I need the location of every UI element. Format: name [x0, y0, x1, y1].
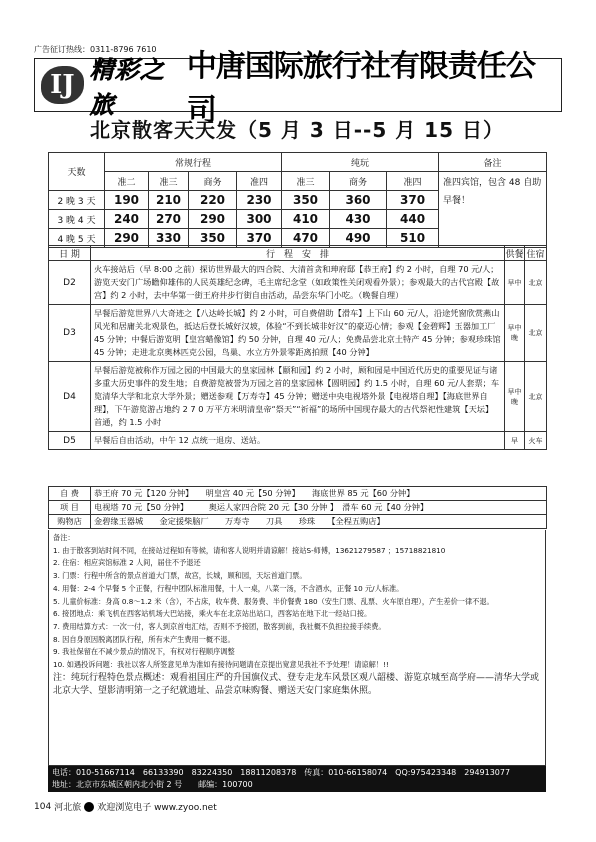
price-cell: 270 [149, 210, 189, 229]
price-table [48, 152, 547, 248]
optional-items: 恭王府 70 元【120 分钟】 明皇宫 40 元【50 分钟】 海底世界 85 元【60 分钟】 [91, 487, 547, 501]
price-row-label: 2 晚 3 天 [49, 191, 105, 210]
optional-items-table [48, 486, 547, 529]
itinerary-day: D2 [49, 261, 91, 305]
price-col-pure: 商务 [330, 172, 387, 191]
itinerary-row [49, 305, 547, 362]
price-cell: 210 [149, 191, 189, 210]
note-item: 1. 由于散客到站时间不同，在接站过程如有等候，请和客人说明并请谅解！接站S-师傅，13621279587 ；15718821810 [53, 545, 446, 555]
price-cell: 430 [330, 210, 387, 229]
globe-icon [84, 802, 94, 812]
price-cell: 410 [282, 210, 330, 229]
itinerary-meal: 早中晚 [505, 362, 525, 432]
price-header-regular: 常规行程 [105, 153, 282, 172]
note-item: 8. 因自身原因脱离团队行程，所有未产生费用一概不退。 [53, 634, 235, 644]
price-cell: 350 [189, 229, 237, 248]
itinerary-meal: 早中 [505, 261, 525, 305]
note-item: 4. 用餐：2-4 个早餐 5 个正餐，行程中团队标准用餐，十人一桌，八菜一汤，不含酒水，正餐 10 元/人标准。 [53, 583, 404, 593]
price-cell: 220 [189, 191, 237, 210]
price-header-note: 备注 [439, 153, 547, 172]
itinerary-table [48, 245, 547, 450]
note-item: 5. 儿童价标准：身高 0.8～1.2 米（含），不占床，收车费、服务费、半价餐费 180（安生门票、乱票、火车原自理），产生差价一律不退。 [53, 596, 494, 606]
itinerary-stay: 北京 [525, 305, 547, 362]
optional-label: 自 费 [49, 487, 91, 501]
contact-address: 地址：北京市东城区朝内北小街 2 号 邮编：100700 [52, 780, 253, 789]
footer-website: 欢迎浏览电子 www.zyoo.net [97, 803, 217, 813]
price-cell: 300 [237, 210, 282, 229]
price-cell: 470 [282, 229, 330, 248]
price-cell: 360 [330, 191, 387, 210]
company-name: 中唐国际旅行社有限责任公司 [186, 49, 535, 128]
price-cell: 330 [149, 229, 189, 248]
optional-label: 项 目 [49, 501, 91, 515]
itinerary-meal: 早中晚 [505, 305, 525, 362]
page-footer [34, 800, 217, 813]
itinerary-header-date: 日 期 [49, 246, 91, 261]
price-note: 准四宾馆，包含 48 自助早餐！ [439, 172, 547, 248]
note-item: 6. 接团地点：乘飞机在西客站机场大巴站接，乘火车在北京站出站口，西客站在地下北一经站口接。 [53, 609, 372, 619]
optional-items: 电视塔 70 元【50 分钟】 奥运人家四合院 20 元【30 分钟 】 滑车 60 元【40 分钟】 [91, 501, 547, 515]
itinerary-day: D5 [49, 432, 91, 450]
feature-note-label: 注： [53, 672, 72, 683]
itinerary-header-stay: 住宿 [525, 246, 547, 261]
notes-section [48, 530, 546, 766]
note-item: 3. 门票：行程中所含的景点首道大门票，故宫，长城，顾和园，天坛首道门票。 [53, 571, 307, 581]
note-item: 7. 费用结算方式：一次一付，客人到京首电汇结，否则不予接团，散客到前，我社概不负担拉接手续费。 [53, 621, 386, 631]
itinerary-header-meal: 供餐 [505, 246, 525, 261]
itinerary-day: D3 [49, 305, 91, 362]
note-item: 10. 如遇投诉问题：我社以客人所签意见单为准如有接待问题请在京提出宽意见我社不予处理！请谅解！!! [53, 660, 389, 670]
itinerary-row [49, 362, 547, 432]
price-cell: 510 [387, 229, 439, 248]
price-cell: 370 [387, 191, 439, 210]
price-cell: 440 [387, 210, 439, 229]
price-cell: 290 [189, 210, 237, 229]
itinerary-stay: 火车 [525, 432, 547, 450]
itinerary-text: 火车接站后（早 8:00 之前）探访世界最大的四合院、大清首贪和珅府邸【恭王府】约 2 小时，自理 70 元/人；游览天安门广场瞻仰雄伟的人民英雄纪念碑，毛主席纪念堂（如政策性关闭观看外景）；参观最大的古代宫殿【故宫】约 2 小时，去中华第一街王府井步行街自由活动，品尝东华门小吃。（晚餐自理） [91, 261, 505, 305]
price-col-regular: 准二 [105, 172, 149, 191]
price-cell: 370 [237, 229, 282, 248]
itinerary-text: 早餐后游览世界八大奇迹之【八达岭长城】约 2 小时，可自费借助【滑车】上下山 60 元/人，沿途凭窗欣赏燕山风光和居庸关北观景色，抵达后登长城好汉坡，体验“不到长城非好汉”的豪迈心情；参观【金碧辉】玉器加工厂 45 分钟；中餐后游览明【皇宫蜡像馆】约 50 分钟，自理 40 元/人；免费品尝北京土特产 45 分钟；参观珍珠馆 45 分钟；走进北京奥林匹克公园，鸟巢、水立方外景零距离拍照【40 分钟】 [91, 305, 505, 362]
price-cell: 190 [105, 191, 149, 210]
contact-bar [48, 766, 546, 792]
price-cell: 290 [105, 229, 149, 248]
price-cell: 490 [330, 229, 387, 248]
page-title: 北京散客天天发（5 月 3 日--5 月 15 日） [90, 118, 504, 142]
price-col-pure: 准四 [387, 172, 439, 191]
itinerary-text: 早餐后自由活动，中午 12 点统一退房、送站。 [91, 432, 505, 450]
price-col-regular: 商务 [189, 172, 237, 191]
brand-logo-icon: IJ [41, 66, 84, 104]
itinerary-stay: 北京 [525, 261, 547, 305]
itinerary-header-plan: 行 程 安 排 [91, 246, 505, 261]
price-col-regular: 准四 [237, 172, 282, 191]
page-number: 104 [34, 801, 52, 812]
note-item: 9. 我社保留在不减少景点的情况下，有权对行程顺序调整 [53, 647, 235, 657]
feature-note-text: 纯玩行程特色景点概述：观看祖国庄严的升国旗仪式、登专走龙车风景区观八韶楼、游览京城至高学府——清华大学或北京大学、望影清明第一之子纪就遗址、品尝京味购餐、赠送天安门家庭集休照。 [53, 672, 540, 696]
shopping-stores: 金碧缘玉器城 金定援柴脑厂 万寿寺 刀具 珍珠 【全程五购店】 [91, 515, 547, 529]
price-header-days: 天数 [49, 153, 105, 191]
itinerary-meal: 早 [505, 432, 525, 450]
itinerary-stay: 北京 [525, 362, 547, 432]
shopping-label: 购物店 [49, 515, 91, 529]
price-col-pure: 准三 [282, 172, 330, 191]
price-cell: 240 [105, 210, 149, 229]
price-row-label: 4 晚 5 天 [49, 229, 105, 248]
notes-heading: 备注： [53, 533, 75, 542]
itinerary-row [49, 432, 547, 450]
contact-phones: 电话：010-51667114 66133390 83224350 18811208378 传真：010-66158074 QQ:975423348 294913077 [52, 768, 511, 777]
price-cell: 230 [237, 191, 282, 210]
itinerary-row [49, 261, 547, 305]
note-item: 2. 住宿：相应宾馆标准 2 人间，届住不予退还 [53, 558, 201, 568]
itinerary-text: 早餐后游览被称作万园之园的中国最大的皇家园林【颐和园】约 2 小时，顾和园是中国近代历史的重要见证与诸多重大历史事件的发生地；自费游览被誉为万园之首的皇家园林【圆明园】约 1.5 小时，自理 60 元/人套票；车览清华大学和北京大学外景；赠送参观【万寿寺】45 分钟；赠送中央电视塔外景【电视塔自理】【海底世界自理】，下午游览游占地约 2 7 0 万平方米明清皇帝“祭天”“祈福”的场所中国现存最大的古代祭祀性建筑【天坛】首通，约 1.5 小时 [91, 362, 505, 432]
price-row-label: 3 晚 4 天 [49, 210, 105, 229]
footer-brand: 河北旅 [54, 803, 82, 813]
brand-slogan: 精彩之旅 [89, 56, 165, 119]
feature-note [53, 672, 541, 698]
ad-hotline: 广告征订热线：0311-8796 7610 [34, 45, 157, 54]
price-header-pure: 纯玩 [282, 153, 439, 172]
price-col-regular: 准三 [149, 172, 189, 191]
itinerary-day: D4 [49, 362, 91, 432]
price-cell: 350 [282, 191, 330, 210]
